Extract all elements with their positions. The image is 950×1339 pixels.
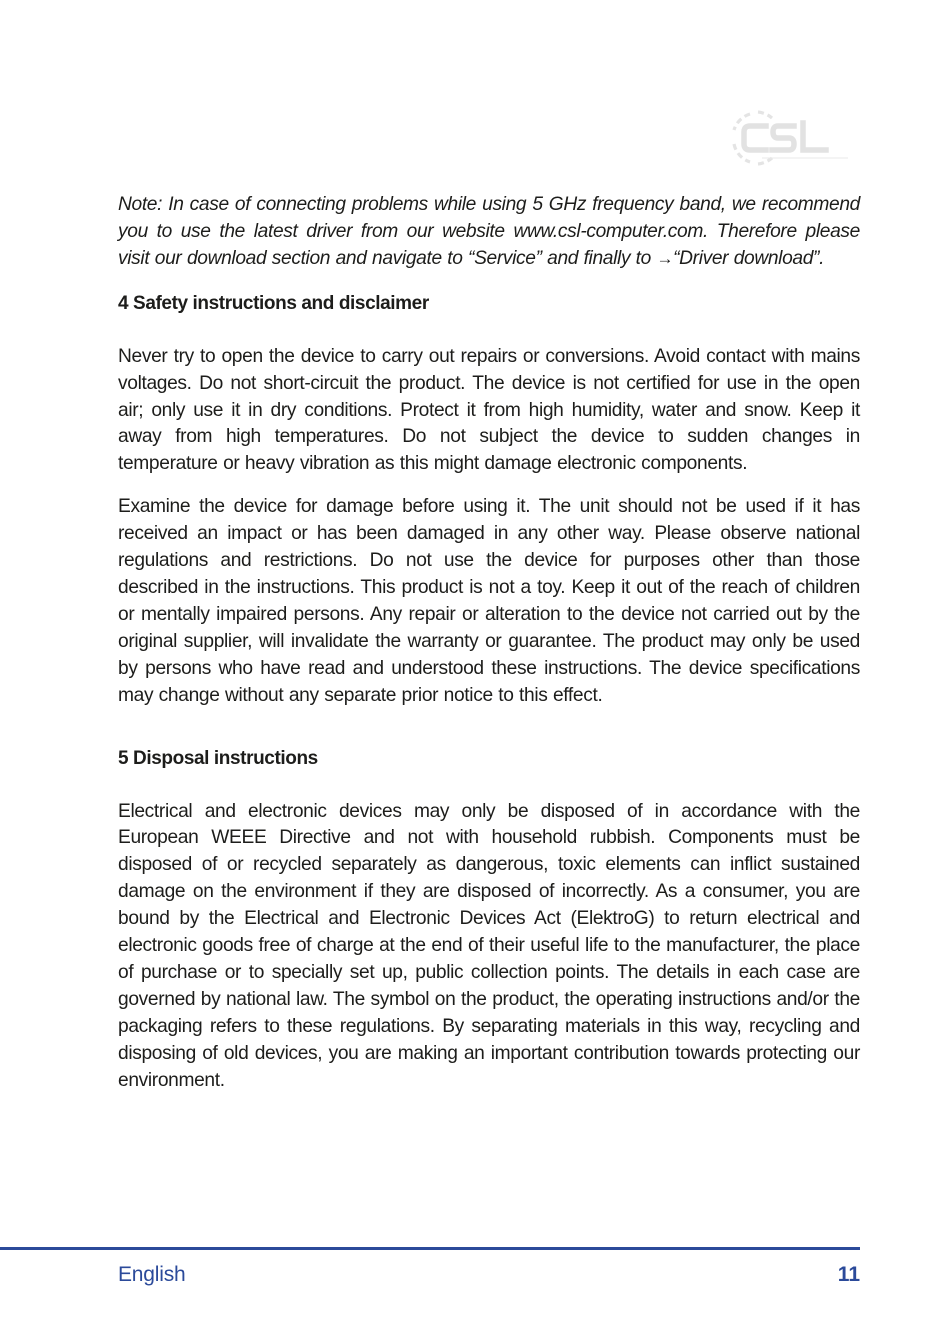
section-heading-safety: 4 Safety instructions and disclaimer	[118, 292, 429, 314]
safety-paragraph-2: Examine the device for damage before using it. The unit should not be used if it has received an impact or has been damaged in any other way. Please observe national regulations and restrictions. Do not use the device for purposes other than those described in the instructions. This product is not a toy. Keep it out of the reach of children or mentally impaired persons. Any repair or alteration to the device not carried out by the original supplier, will invalidate the warranty or guarantee. The product may only be used by persons who have read and understood these instructions. The device specifications may change without any separate prior notice to this effect.	[118, 496, 860, 706]
arrow-right-icon: →	[656, 248, 674, 268]
footer-language: English	[118, 1263, 186, 1286]
driver-note	[118, 192, 860, 273]
section-heading-disposal: 5 Disposal instructions	[118, 747, 318, 769]
safety-paragraph-1: Never try to open the device to carry out repairs or conversions. Avoid contact with mains voltages. Do not short-circuit the product. The device is not certified for use in the open air; only use it in dry conditions. Protect it from high humidity, water and snow. Keep it away from high temperatures. Do not subject the device to sudden changes in temperature or heavy vibration as this might damage electronic components.	[118, 345, 860, 475]
note-text-end: “Driver download”.	[673, 247, 825, 269]
footer-divider	[0, 1247, 860, 1250]
page-number: 11	[837, 1263, 860, 1286]
csl-logo-icon	[728, 108, 854, 168]
note-text: Note: In case of connecting problems while using 5 GHz frequency band, we recommend you to use the latest driver from our website www.csl-computer.com. Therefore please visit our download section and navigate to “Service” and finally to	[118, 194, 860, 269]
document-body	[118, 192, 860, 1094]
disposal-paragraph: Electrical and electronic devices may only be disposed of in accordance with the European WEEE Directive and not with household rubbish. Components must be disposed of or recycled separately as dangerous, toxic elements can inflict sustained damage on the environment if they are disposed of incorrectly. As a consumer, you are bound by the Electrical and Electronic Devices Act (ElektroG) to return electrical and electronic goods free of charge at the end of their useful life to the manufacturer, the place of purchase or to specially set up, public collection points. The details in each case are governed by national law. The symbol on the product, the operating instructions and/or the packaging refers to these regulations. By separating materials in this way, recycling and disposing of old devices, you are making an important contribution towards protecting our environment.	[118, 800, 860, 1091]
